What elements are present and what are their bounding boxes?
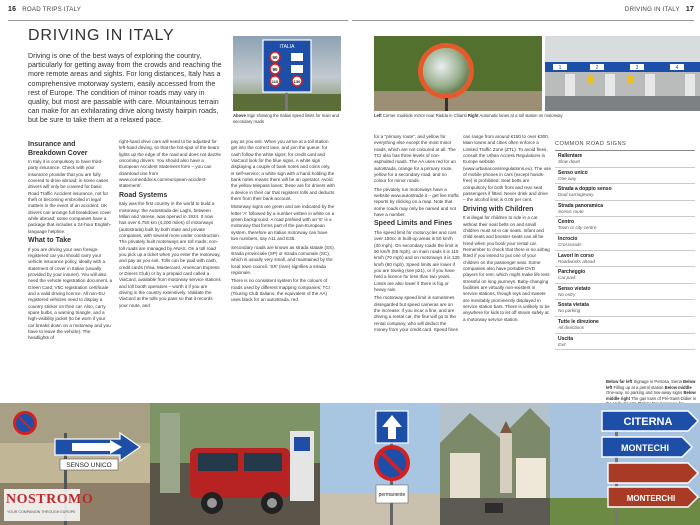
road-sign-item (555, 251, 695, 268)
road-sign-italian: Parcheggio (558, 269, 586, 276)
road-sign-item (555, 151, 695, 168)
road-sign-italian: Incrocio (558, 235, 578, 242)
nostromo-logo (4, 489, 94, 521)
toll-lane-1-number: 1 (558, 65, 562, 71)
speed-limit-sign-photo (233, 36, 341, 111)
montechi-sign-text: MONTECHI (621, 443, 669, 453)
road-sign-item (555, 300, 695, 317)
citerna-signage-photo (550, 403, 700, 525)
traffic-signs-photo (320, 403, 440, 525)
left-page-number: 16 (8, 6, 17, 13)
heading-speed-limits: Speed Limits and Fines (374, 220, 453, 228)
road-sign-italian: Uscita (558, 335, 574, 342)
right-running-title: DRIVING IN ITALY (624, 6, 680, 13)
road-sign-item (555, 317, 695, 334)
column-5 (463, 134, 551, 325)
toll-lane-3-number: 3 (635, 65, 639, 71)
right-running-header (625, 0, 694, 20)
page-title: DRIVING IN ITALY (28, 27, 175, 44)
column-3 (231, 139, 335, 306)
road-sign-italian: Strada panoramica (558, 202, 604, 209)
para-headlights: right-hand drive cars will need to be adjusted for left-hand driving, so that the hot-spot of the beam lights up the edge of the road and does not dazzle oncoming drivers. You should also have a European Accident Statement form – you can download one from www.comeeddocs.com/european-accident-statement/. (119, 139, 221, 189)
road-sign-italian: Tutte le direzione (558, 318, 599, 325)
toll-lane-4-number: 4 (675, 65, 679, 71)
road-sign-english: One way (558, 175, 577, 181)
heading-what-to-take: What to Take (28, 237, 72, 245)
road-sign-english: Dual carriageway (558, 192, 594, 198)
road-sign-english: Town or city centre (558, 225, 597, 231)
road-sign-item (555, 234, 695, 251)
caption-left-right: Left Corner roadside mirror near Radda in Chianti Right Automatic lanes at a toll station on motorway (374, 113, 563, 118)
logo-name: NOSTROMO (6, 492, 94, 507)
para-toll-lanes: pay as you exit. When you arrive at a toll station get into the correct lane, and join the queue: for cash follow the white signs; for credit card and ViaCard look for the blue signs. A white sign displaying a couple of bank notes and coins only, is self-service; a white sign with a hand holding the bank notes means there will be an operator. Avoid the yellow telepass lanes: these are for drivers with a device in their car that registers tolls and deducts them from their bank account. (231, 139, 335, 202)
sign-italia-text: ITALIA (279, 44, 295, 50)
heading-driving-with-children: Driving with Children (463, 205, 534, 213)
right-page-number: 17 (685, 6, 694, 13)
road-sign-english: Car park (558, 275, 576, 281)
para-what-to-take: If you are driving your own foreign-registered car you should carry your vehicle insurance policy, ideally with a statement of cover in Italian (usually provided by your insurer). You will also need the vehicle registration document, a Green Card, V5C registration certificate and a valid driving licence. All non-EU registered vehicles need to display a country sticker on their car. Also, carry spare bulbs, a warning triangle, and a high-visibility jacket (to be worn if your car breaks down on a motorway and you have to leave the vehicle). The headlights of (28, 246, 113, 341)
road-sign-item (555, 201, 695, 218)
sign-110-text: 110 (271, 79, 279, 84)
road-sign-italian: Centro (558, 219, 575, 226)
left-running-header (8, 0, 81, 20)
road-sign-italian: Senso unico (558, 169, 588, 176)
road-sign-english: No parking (558, 308, 581, 314)
road-sign-english: All directions (558, 324, 585, 330)
road-sign-item (555, 267, 695, 284)
senso-unico-text: SENSO UNICO (66, 462, 112, 469)
para-motorway-signs: Motorway signs are green and are indicated by the letter 'A' followed by a number written in white on a green background. A road prefixed with an 'E' is a motorway that forms part of the pan-European system, therefore an Italian motorway can have two numbers, say A11 and E35. (231, 204, 335, 242)
para-speed-limits: The speed limit for motorcycles and cars over 150cc in built-up areas is 50 km/h (30 mph). On secondary roads the limit is 90 km/h (55 mph), on main roads it is 110 km/h (70 mph) and on motorways it is 130 km/h (80 mph). Speed limits are lower if you are towing (see p21), or if you have held a licence for less than two years. Limits are also lower if there is fog or heavy rain. (374, 229, 460, 293)
sign-130-text: 130 (293, 79, 301, 84)
caption-below-photos: Below far left Signage in Petrosa, Siena Below left Filling up at a petrol station Below middle One-way, no parking and tow-away signs Below middle right The gas town of Pré-Saint-Didier in (606, 379, 697, 401)
column-4 (374, 134, 460, 335)
logo-tagline: YOUR COMPANION THROUGH EUROPE (7, 510, 76, 514)
road-sign-italian: Strada a doppio senso (558, 186, 612, 193)
toll-lane-2-number: 2 (595, 65, 599, 71)
road-sign-english: Roadworks ahead (558, 258, 596, 264)
corner-mirror-photo (374, 36, 542, 111)
road-sign-italian: Rallentare (558, 153, 583, 159)
heading-road-systems: Road Systems (119, 191, 168, 199)
caption-above: Above Sign showing the Italian speed limits for main and secondary roads (233, 113, 339, 124)
para-road-colours: There is no consistent system for the colours of roads used by different mapping companies; TCI (Touring Club Italiano, the equivalent of the AA) uses black for an autostrada, red (231, 278, 330, 303)
road-sign-item (555, 334, 695, 351)
para-fines: can range from around €150 to over €300. Main towns and cities often enforce a Limited Traffic Zone (ZTL). To avoid fines, consult the Urban Access Regulations in Europe website (www.urbanaccessregulations.eu). The use of mobile phones in cars (except hands-free) is prohibited. Seat belts are compulsory for both front and rear seat passengers if fitted. Never drink and drive – the alcohol limit is 0.05 per cent. (463, 134, 552, 203)
road-sign-item (555, 284, 695, 301)
toll-station-photo (545, 36, 700, 111)
road-sign-italian: Sosta vietata (558, 302, 589, 309)
sign-90-text: 90 (272, 67, 278, 72)
road-sign-english: Crossroads (558, 241, 582, 247)
column-2 (119, 139, 221, 311)
no-parking-sign-text: permanente (378, 492, 406, 498)
road-sign-english: Slow down (558, 159, 581, 164)
road-sign-item (555, 184, 695, 201)
left-running-title: ROAD TRIPS ITALY (22, 6, 82, 13)
citerna-sign-text: CITERNA (623, 416, 673, 428)
para-road-systems: Italy was the first country in the world to build a motorway: the Autostrada dei Laghi, between Milan and Varese, was opened in 1924. It now has over 6,750 km (4,200 miles) of motorways (autostrada) built by both state and private companies, with several more under construction. The privately built motorways are toll roads; non-toll roads are managed by ANAS. On a toll road you pick up a ticket when you enter the motorway, and pay as you exit. Tolls can be paid with cash, credit cards (Visa, Mastercard, American Express or Diners Club) or by a prepaid card called a ViaCard, available from motorway service stations and toll booth operators – worth it if you are driving in the country extensively. Validate the ViaCard at the tolls you pass so that it records your route, and (119, 201, 221, 308)
sign-50-text: 50 (272, 55, 278, 60)
road-sign-item (555, 168, 695, 185)
road-sign-item (555, 217, 695, 234)
heading-insurance: Insurance and Breakdown Cover (28, 141, 88, 157)
para-secondary-roads: Secondary roads are known as strada statale (SS), strada provinciale (SP) or strada comunale (SC), which is usually very small, and maintained by the local town council. 'SR' (rare) signifies a strada regionale. (231, 244, 335, 275)
road-sign-english: Exit (558, 341, 566, 347)
road-sign-english: No entry (558, 291, 576, 297)
column-1 (28, 139, 112, 344)
road-sign-english: Scenic route (558, 208, 584, 214)
monterchi-sign-text: MONTERCHI (626, 494, 676, 503)
para-primary-route: for a "primary route", and yellow for everything else except the most minor roads, which are not coloured at all. The TCI also has three levels of non-asphalted roads. The AA uses red for an autostrada, orange for a primary route, yellow for a secondary road, and no colour for minor roads. (374, 134, 456, 184)
intro-paragraph: Driving is one of the best ways of exploring the country, particularly for getting away from the crowds and reaching the more remote areas and sights. For long distances, Italy has a comprehensive motorway system, easily accessed from the rest of Europe. The condition of minor roads may vary in quality, but most are passable with care. Mountainous terrain can make for an exhilarating drive along twisty hairpin roads, but be sure to take them at a relaxed pace. (28, 52, 222, 125)
mountain-town-photo (440, 403, 550, 525)
petrol-station-photo (150, 403, 320, 525)
common-road-signs-box (555, 138, 695, 350)
para-insurance: In Italy it is compulsory to have third-party insurance. Check with your insurance provider that you are fully covered to drive abroad; in some cases drivers will only be covered for basic Road Traffic Accident insurance, not for theft or becoming embroiled in legal matters in the event of an accident. UK drivers can arrange full breakdown cover while abroad; some companies have a package that includes a 24-hour English-language helpline. (28, 159, 112, 234)
road-signs-list (555, 151, 695, 350)
para-speed-cameras: The motorway speed limit is sometimes disregarded but speed cameras are on the increase: if you incur a fine, and are driving a rental car, the fine will go to the rental company, who will deduct the money from your credit card. Speed fines (374, 295, 459, 333)
road-sign-italian: Lavori in corso (558, 252, 594, 259)
para-driving-with-children: It is illegal for children to ride in a car without their seat belts on and small children must sit in car seats. Infant and child seats and booster seats can all be hired when you book your rental car. Remember to check that there is no airbag fitted if you intend to put one of your children on the passenger seat. Some companies also have portable DVD players for rent, which might make life less stressful on long journeys. Baby-changing facilities are virtually non-existent in service stations, though toys and sweets are inevitably prominently displayed in service station bars. There is unlikely to be anywhere for kids to let off steam safely at a motorway service station. (463, 215, 550, 322)
road-sign-italian: Senso vietato (558, 285, 591, 292)
para-private-motorways: The privately run motorways have a website www.autostrade.it – get live traffic reports by clicking on a map. Note that some roads may only be named and not have a number. (374, 186, 460, 218)
road-signs-title: COMMON ROAD SIGNS (555, 138, 695, 151)
